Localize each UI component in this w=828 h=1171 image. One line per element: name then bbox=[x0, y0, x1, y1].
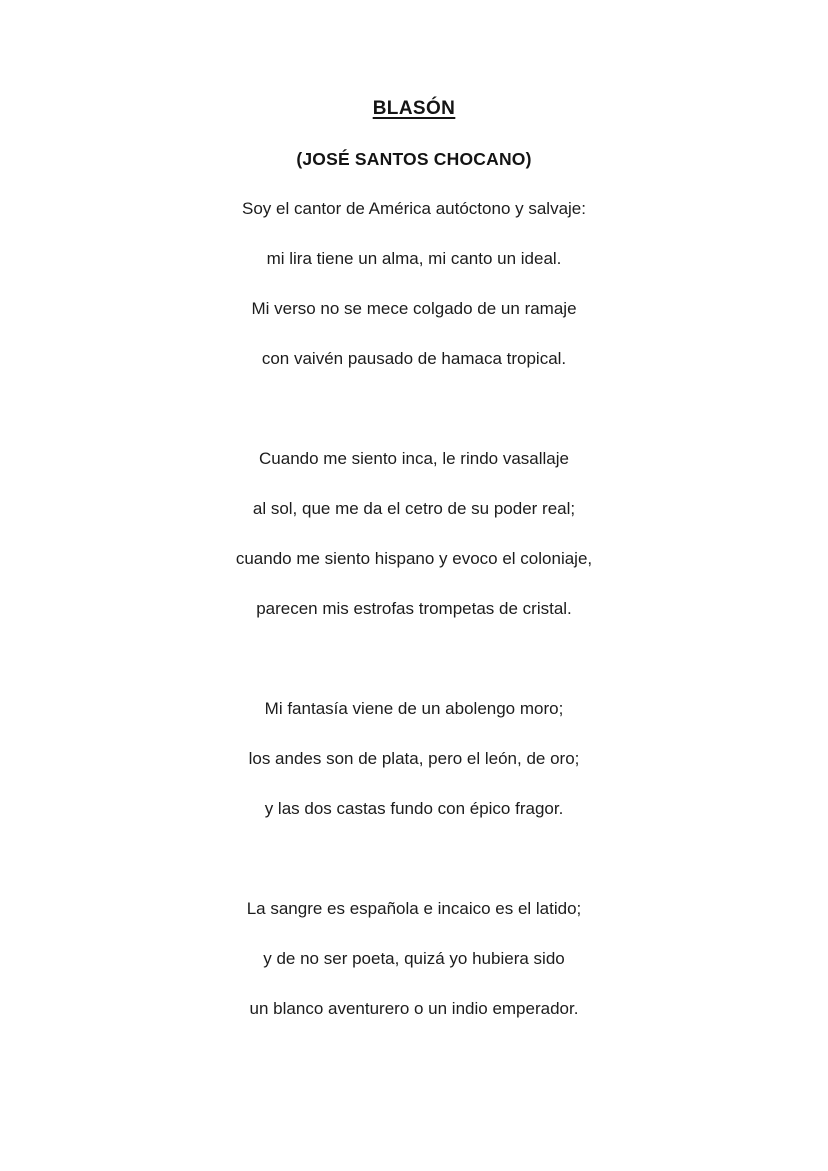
stanza-2 bbox=[0, 434, 828, 634]
poem-line: y las dos castas fundo con épico fragor. bbox=[264, 799, 564, 818]
poem-line: Soy el cantor de América autóctono y salvaje: bbox=[242, 199, 586, 218]
poem-line: mi lira tiene un alma, mi canto un ideal. bbox=[266, 249, 562, 268]
poem-line: y de no ser poeta, quizá yo hubiera sido bbox=[263, 949, 565, 968]
poem-line: un blanco aventurero o un indio emperador. bbox=[249, 999, 579, 1018]
poem-line: Mi verso no se mece colgado de un ramaje bbox=[251, 299, 577, 318]
poem-line: los andes son de plata, pero el león, de oro; bbox=[248, 749, 580, 768]
stanza-1 bbox=[0, 184, 828, 384]
poem-line: Cuando me siento inca, le rindo vasallaje bbox=[259, 449, 569, 468]
poem-line: con vaivén pausado de hamaca tropical. bbox=[261, 349, 567, 368]
stanza-4 bbox=[0, 884, 828, 1034]
poem-line: al sol, que me da el cetro de su poder real; bbox=[252, 499, 576, 518]
poem-line: parecen mis estrofas trompetas de cristal. bbox=[256, 599, 572, 618]
stanza-3 bbox=[0, 684, 828, 834]
poem-line: cuando me siento hispano y evoco el coloniaje, bbox=[235, 549, 593, 568]
poem-author: (JOSÉ SANTOS CHOCANO) bbox=[296, 149, 532, 169]
poem-title: BLASÓN bbox=[372, 98, 456, 119]
poem-line: La sangre es española e incaico es el latido; bbox=[246, 899, 582, 918]
poem-line: Mi fantasía viene de un abolengo moro; bbox=[264, 699, 564, 718]
